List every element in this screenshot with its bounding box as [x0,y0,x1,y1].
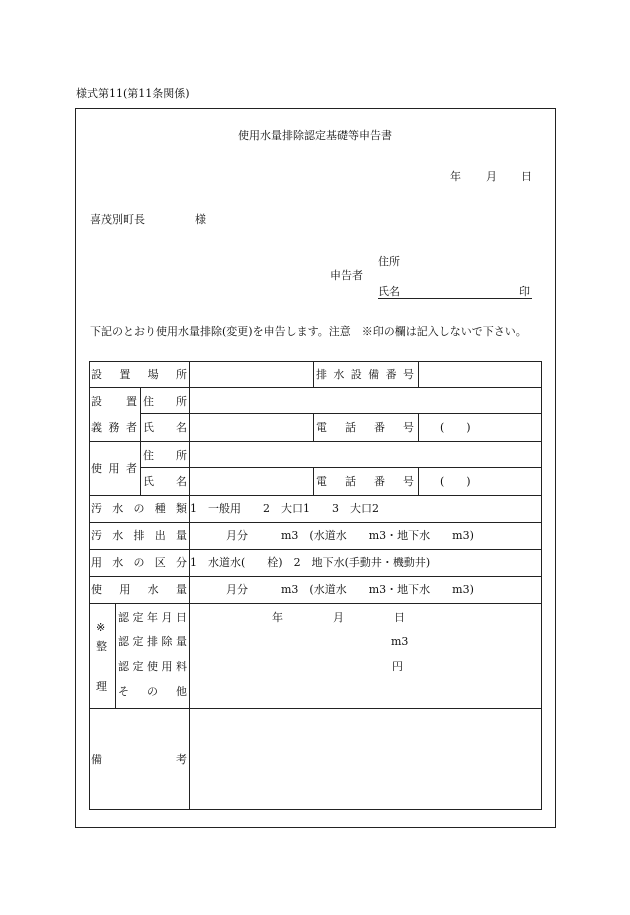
location-label: 設 置 場 所 [91,368,187,381]
cert-fee-label: 認 定 使 用 料 [118,660,187,673]
applicant-name-line[interactable] [378,286,532,299]
form-title: 使用水量排除認定基礎等申告書 [238,129,392,142]
applicant-label: 申告者 [330,269,363,282]
form-frame [75,108,556,828]
installer-phone-label: 電 話 番 号 [316,421,414,434]
sewage-type-label: 汚 水 の 種 類 [91,502,187,515]
instruction-text: 下記のとおり使用水量排除(変更)を申告します。注意 ※印の欄は記入しないで下さい。 [90,325,527,338]
addressee-honorific: 様 [195,213,206,226]
date-day: 日 [521,170,532,183]
office-label-bottom: 理 [96,680,107,693]
date-month: 月 [486,170,497,183]
office-mark: ※ [96,621,106,634]
installer-address-label: 住 所 [143,395,187,408]
applicant-name-label: 氏名 [378,285,400,298]
usage-value[interactable]: 月分 m3 (水道水 m3・地下水 m3) [226,583,474,596]
cert-date-day: 日 [394,611,405,624]
installer-label-bottom: 義 務 者 [91,421,137,434]
water-class-label: 用 水 の 区 分 [91,556,187,569]
installer-label-top: 設 置 [91,395,137,408]
drain-number-label: 排 水 設 備 番 号 [316,368,414,381]
discharge-label: 汚 水 排 出 量 [91,529,187,542]
cert-fee-unit: 円 [392,660,403,673]
applicant-address-label: 住所 [378,255,400,268]
cert-volume-unit: m3 [391,635,409,648]
sewage-type-value[interactable]: 1 一般用 2 大口1 3 大口2 [190,502,379,515]
user-name-label: 氏 名 [143,475,187,488]
user-phone-label: 電 話 番 号 [316,475,414,488]
other-label: そ の 他 [118,685,187,698]
cert-date-label: 認 定 年 月 日 [118,611,187,624]
date-year: 年 [450,170,461,183]
discharge-value[interactable]: 月分 m3 (水道水 m3・地下水 m3) [226,529,474,542]
installer-name-label: 氏 名 [143,421,187,434]
addressee-name: 喜茂別町長 [90,213,145,226]
installer-phone-paren[interactable]: ( ) [440,421,471,434]
usage-label: 使 用 水 量 [91,583,187,596]
user-label: 使 用 者 [91,462,137,475]
office-label-top: 整 [96,640,107,653]
applicant-seal: 印 [519,285,530,298]
cert-date-month: 月 [333,611,344,624]
cert-volume-label: 認 定 排 除 量 [118,635,187,648]
water-class-value[interactable]: 1 水道水( 栓) 2 地下水(手動井・機動井) [190,556,431,569]
form-number: 様式第11(第11条関係) [76,87,190,100]
remarks-label: 備 考 [91,753,187,766]
user-address-label: 住 所 [143,449,187,462]
user-phone-paren[interactable]: ( ) [440,475,471,488]
cert-date-year: 年 [272,611,283,624]
